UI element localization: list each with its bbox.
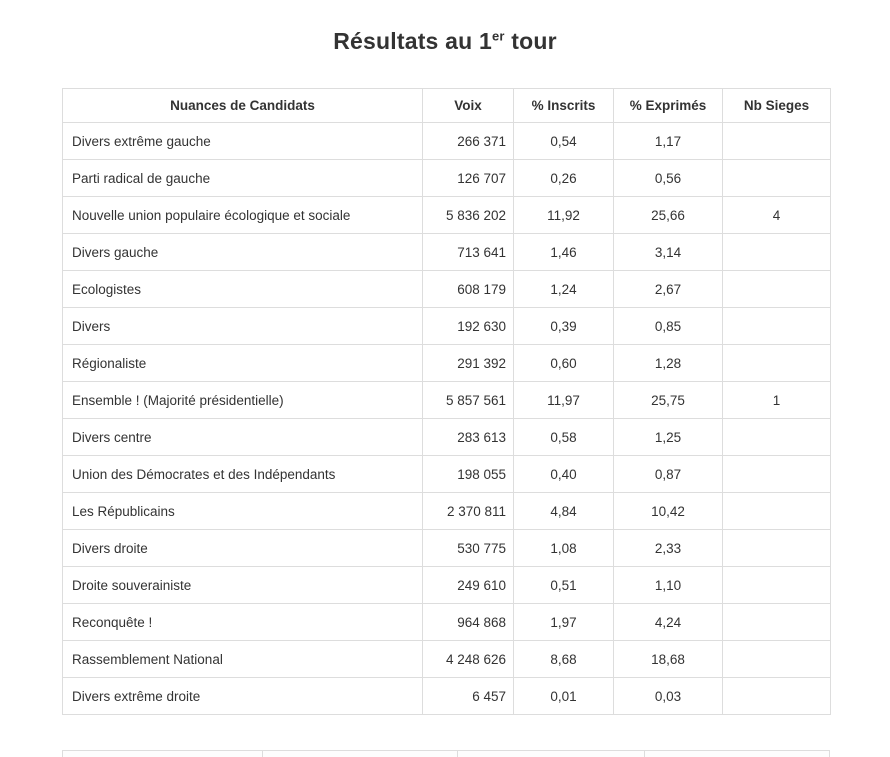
cell-nuance: Nouvelle union populaire écologique et sociale: [63, 197, 423, 234]
column-header-nuances: Nuances de Candidats: [63, 89, 423, 123]
column-header-voix: Voix: [423, 89, 514, 123]
cell-nuance: Parti radical de gauche: [63, 160, 423, 197]
table-row: [63, 604, 831, 641]
cell-pct-inscrits: 0,51: [514, 567, 614, 604]
cell-voix: 283 613: [423, 419, 514, 456]
cell-nuance: Reconquête !: [63, 604, 423, 641]
table-row: [63, 678, 831, 715]
table-row: [63, 382, 831, 419]
cell-voix: 713 641: [423, 234, 514, 271]
cell-pct-exprimes: 1,17: [614, 123, 723, 160]
table-row: [63, 123, 831, 160]
next-table-cell: [458, 751, 645, 757]
cell-voix: 291 392: [423, 345, 514, 382]
page-title-prefix: Résultats au 1: [333, 28, 492, 54]
cell-nb-sieges: [723, 493, 831, 530]
cell-pct-exprimes: 1,28: [614, 345, 723, 382]
cell-voix: 608 179: [423, 271, 514, 308]
cell-pct-inscrits: 0,40: [514, 456, 614, 493]
cell-nuance: Divers gauche: [63, 234, 423, 271]
table-row: [63, 345, 831, 382]
cell-nb-sieges: [723, 160, 831, 197]
cell-pct-exprimes: 25,66: [614, 197, 723, 234]
next-table-cell: [63, 751, 263, 757]
cell-pct-inscrits: 0,39: [514, 308, 614, 345]
cell-nb-sieges: [723, 234, 831, 271]
cell-nuance: Droite souverainiste: [63, 567, 423, 604]
cell-pct-exprimes: 0,87: [614, 456, 723, 493]
table-row: [63, 197, 831, 234]
cell-voix: 192 630: [423, 308, 514, 345]
cell-nuance: Ensemble ! (Majorité présidentielle): [63, 382, 423, 419]
table-row: [63, 530, 831, 567]
cell-nb-sieges: [723, 345, 831, 382]
cell-pct-inscrits: 1,97: [514, 604, 614, 641]
cell-nb-sieges: [723, 123, 831, 160]
cell-pct-inscrits: 1,46: [514, 234, 614, 271]
cell-pct-inscrits: 0,54: [514, 123, 614, 160]
table-row: [63, 234, 831, 271]
cell-nuance: Divers droite: [63, 530, 423, 567]
cell-pct-inscrits: 4,84: [514, 493, 614, 530]
cell-voix: 2 370 811: [423, 493, 514, 530]
cell-nb-sieges: [723, 567, 831, 604]
cell-voix: 198 055: [423, 456, 514, 493]
cell-pct-inscrits: 11,97: [514, 382, 614, 419]
cell-nuance: Divers extrême gauche: [63, 123, 423, 160]
cell-nuance: Les Républicains: [63, 493, 423, 530]
cell-pct-exprimes: 3,14: [614, 234, 723, 271]
page-title-superscript: er: [491, 28, 505, 44]
cell-voix: 6 457: [423, 678, 514, 715]
cell-pct-exprimes: 0,03: [614, 678, 723, 715]
cell-voix: 964 868: [423, 604, 514, 641]
results-table-header-row: [63, 89, 831, 123]
column-header-sieges: Nb Sieges: [723, 89, 831, 123]
cell-pct-exprimes: 0,56: [614, 160, 723, 197]
cell-voix: 4 248 626: [423, 641, 514, 678]
table-row: [63, 271, 831, 308]
cell-nb-sieges: [723, 419, 831, 456]
cell-nb-sieges: [723, 308, 831, 345]
cell-nuance: Divers extrême droite: [63, 678, 423, 715]
cell-pct-exprimes: 4,24: [614, 604, 723, 641]
cell-nuance: Divers: [63, 308, 423, 345]
cell-pct-exprimes: 2,67: [614, 271, 723, 308]
cell-pct-inscrits: 11,92: [514, 197, 614, 234]
cell-voix: 249 610: [423, 567, 514, 604]
cell-pct-exprimes: 0,85: [614, 308, 723, 345]
cell-nb-sieges: [723, 456, 831, 493]
cell-voix: 5 857 561: [423, 382, 514, 419]
cell-pct-exprimes: 18,68: [614, 641, 723, 678]
cell-nb-sieges: [723, 604, 831, 641]
cell-pct-inscrits: 0,58: [514, 419, 614, 456]
column-header-inscrits: % Inscrits: [514, 89, 614, 123]
cell-nb-sieges: [723, 641, 831, 678]
table-row: [63, 308, 831, 345]
cell-pct-exprimes: 10,42: [614, 493, 723, 530]
next-table-cell: [263, 751, 458, 757]
cell-nuance: Rassemblement National: [63, 641, 423, 678]
cell-pct-exprimes: 1,10: [614, 567, 723, 604]
cell-pct-inscrits: 0,01: [514, 678, 614, 715]
cell-nb-sieges: 1: [723, 382, 831, 419]
cell-pct-inscrits: 1,24: [514, 271, 614, 308]
table-row: [63, 641, 831, 678]
cell-voix: 126 707: [423, 160, 514, 197]
cell-voix: 530 775: [423, 530, 514, 567]
cell-nb-sieges: 4: [723, 197, 831, 234]
cell-nb-sieges: [723, 271, 831, 308]
cell-pct-inscrits: 1,08: [514, 530, 614, 567]
table-row: [63, 567, 831, 604]
table-row: [63, 160, 831, 197]
cell-pct-inscrits: 8,68: [514, 641, 614, 678]
table-row: [63, 493, 831, 530]
cell-voix: 266 371: [423, 123, 514, 160]
results-table-body: [63, 123, 831, 715]
page-title: [0, 28, 890, 55]
cell-pct-inscrits: 0,26: [514, 160, 614, 197]
results-table: [62, 88, 831, 715]
cell-pct-inscrits: 0,60: [514, 345, 614, 382]
cell-voix: 5 836 202: [423, 197, 514, 234]
cell-pct-exprimes: 1,25: [614, 419, 723, 456]
cell-nuance: Régionaliste: [63, 345, 423, 382]
cell-nuance: Union des Démocrates et des Indépendants: [63, 456, 423, 493]
next-table-cell: [645, 751, 829, 757]
cell-pct-exprimes: 25,75: [614, 382, 723, 419]
page-title-suffix: tour: [504, 28, 557, 54]
cell-nb-sieges: [723, 678, 831, 715]
cell-nuance: Divers centre: [63, 419, 423, 456]
next-table-fragment: [62, 750, 830, 757]
table-row: [63, 419, 831, 456]
cell-nuance: Ecologistes: [63, 271, 423, 308]
cell-nb-sieges: [723, 530, 831, 567]
column-header-exprimes: % Exprimés: [614, 89, 723, 123]
table-row: [63, 456, 831, 493]
cell-pct-exprimes: 2,33: [614, 530, 723, 567]
